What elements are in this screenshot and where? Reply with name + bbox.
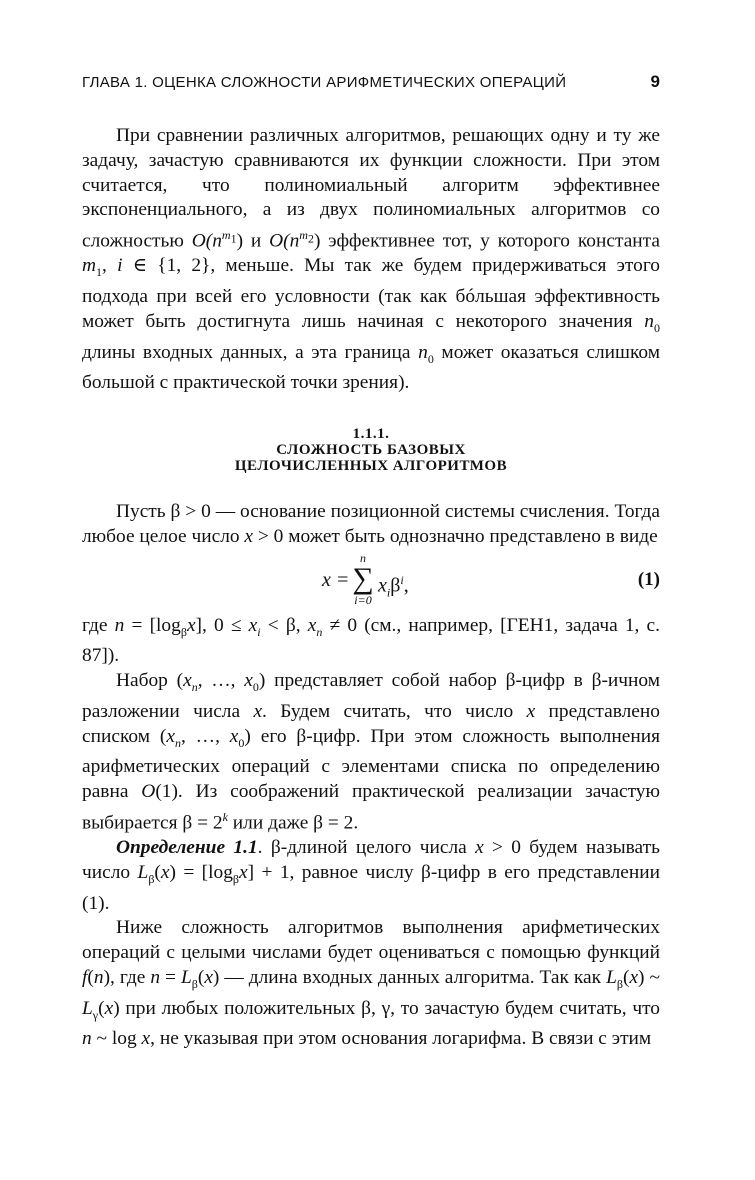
section-title-line-2: ЦЕЛОЧИСЛЕННЫХ АЛГОРИТМОВ <box>234 458 508 475</box>
sum-operator: n ∑ i=0 <box>352 550 374 607</box>
chapter-title: ГЛАВА 1. ОЦЕНКА СЛОЖНОСТИ АРИФМЕТИЧЕСКИХ ОПЕРАЦИЙ <box>82 74 567 91</box>
section-heading <box>82 426 660 474</box>
paragraph-digits: Набор ($x_n$, …, $x_0$) представляет собой набор β-цифр в β-ичном разложении числа x. Будем считать, что число x представлено списком ($x_n$, …, $x_0$) его β-цифр. При этом сложность выполнения арифметических операций с элементами списка по определению равна O(1). Из соображений практической реализации зачастую выбирается $\beta = 2^k$ или даже β = 2. <box>82 670 661 834</box>
definition-label: Определение 1.1 <box>116 837 258 859</box>
paragraph-intro: При сравнении различных алгоритмов, решающих одну и ту же задачу, зачастую сравниваются их функции сложности. При этом считается, что полиномиальный алгоритм эффективнее экспоненциального, а из двух полиномиальных алгоритмов со сложностью $O(n^{m_1})$ и $O(n^{m_2})$ эффективнее тот, у которого константа $m_1$, i ∈ {1, 2}, меньше. Мы так же будем придерживаться этого подхода при всей его условности (так как бóльшая эффективность может быть достигнута лишь начиная с некоторого значения $n_0$ длины входных данных, а эта граница $n_0$ может оказаться слишком большой с практической точки зрения). <box>82 125 660 394</box>
page-number: 9 <box>650 72 660 91</box>
paragraph-base: Пусть β > 0 — основание позиционной системы счисления. Тогда любое целое число x > 0 может быть однозначно представлено в виде <box>82 501 660 547</box>
formula-1 <box>82 550 660 610</box>
paragraph-where: где $n = [\log_\beta x]$, $0 \le x_i < \beta$, $x_n \ne 0$ (см., например, [ГЕН1, задача 1, с. 87]). <box>82 614 660 667</box>
section-title-line-1: СЛОЖНОСТЬ БАЗОВЫХ <box>276 442 466 459</box>
running-header <box>82 72 660 92</box>
page-body <box>82 124 660 1052</box>
formula-rhs: $x_i\beta^i$, <box>378 572 409 600</box>
formula-lhs: x = <box>322 568 350 591</box>
paragraph-definition: Определение 1.1. β-длиной целого числа x > 0 будем называть число $L_\beta(x) = [\log_\beta x] + 1$, равное числу β-цифр в его представлении (1). <box>82 837 660 914</box>
formula-number: (1) <box>637 568 660 590</box>
paragraph-complexity: Ниже сложность алгоритмов выполнения арифметических операций с целыми числами будет оцениваться с помощью функций f(n), где $n = L_\beta(x)$ — длина входных данных алгоритма. Так как $L_\beta(x)$ ~ $L_\gamma(x)$ при любых положительных β, γ, то зачастую будем считать, что n ~ log x, не указывая при этом основания логарифма. В связи с этим <box>82 917 660 1050</box>
section-number: 1.1.1. <box>352 426 390 443</box>
